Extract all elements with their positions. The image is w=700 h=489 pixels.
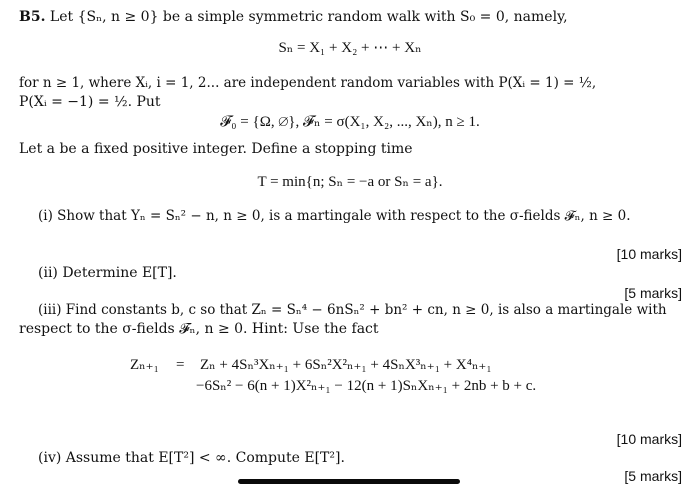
part-i-marks: [10 marks] bbox=[616, 246, 682, 262]
stopping-time-intro: Let a be a fixed positive integer. Define a stopping time bbox=[19, 141, 413, 157]
hint-equation-rhs-line-1: Zₙ + 4Sₙ³Xₙ₊₁ + 6Sₙ²X²ₙ₊₁ + 4SₙX³ₙ₊₁ + X⁴ₙ₊₁ bbox=[200, 357, 492, 373]
problem-label: B5. bbox=[19, 9, 46, 25]
part-iii-text-continued: respect to the σ-fields 𝓕ₙ, n ≥ 0. Hint: Use the fact bbox=[19, 321, 379, 337]
part-ii-text: (ii) Determine E[T]. bbox=[38, 265, 177, 281]
hint-equation-equals: = bbox=[176, 357, 185, 373]
problem-intro: Let {Sₙ, n ≥ 0} be a simple symmetric random walk with S₀ = 0, namely, bbox=[49, 9, 568, 25]
problem-intro-line bbox=[19, 8, 568, 26]
equation-filtration: 𝓕₀ = {Ω, ∅}, 𝓕ₙ = σ(X₁, X₂, ..., Xₙ), n ≥ 1. bbox=[220, 114, 480, 130]
part-iii-text: (iii) Find constants b, c so that Zₙ = Sₙ⁴ − 6nSₙ² + bn² + cn, n ≥ 0, is also a martingale with bbox=[38, 302, 667, 318]
equation-random-walk: Sₙ = X₁ + X₂ + ⋯ + Xₙ bbox=[278, 40, 422, 56]
part-ii-marks: [5 marks] bbox=[624, 285, 682, 301]
hint-equation-rhs-line-2: −6Sₙ² − 6(n + 1)X²ₙ₊₁ − 12(n + 1)SₙXₙ₊₁ + 2nb + b + c. bbox=[196, 378, 537, 394]
where-line-2: P(Xᵢ = −1) = ½. Put bbox=[19, 94, 161, 110]
equation-stopping-time: T = min{n; Sₙ = −a or Sₙ = a}. bbox=[257, 174, 443, 190]
part-iii-marks: [10 marks] bbox=[616, 431, 682, 447]
part-iv-text: (iv) Assume that E[T²] < ∞. Compute E[T²]. bbox=[38, 450, 345, 466]
part-iv-marks: [5 marks] bbox=[624, 468, 682, 484]
part-i-text: (i) Show that Yₙ = Sₙ² − n, n ≥ 0, is a martingale with respect to the σ-fields 𝓕ₙ, n ≥ 0. bbox=[38, 208, 631, 224]
hint-equation-lhs: Zₙ₊₁ bbox=[130, 357, 159, 373]
where-line-1: for n ≥ 1, where Xᵢ, i = 1, 2... are independent random variables with P(Xᵢ = 1) = ½, bbox=[19, 75, 597, 91]
home-indicator-bar[interactable] bbox=[238, 479, 460, 484]
